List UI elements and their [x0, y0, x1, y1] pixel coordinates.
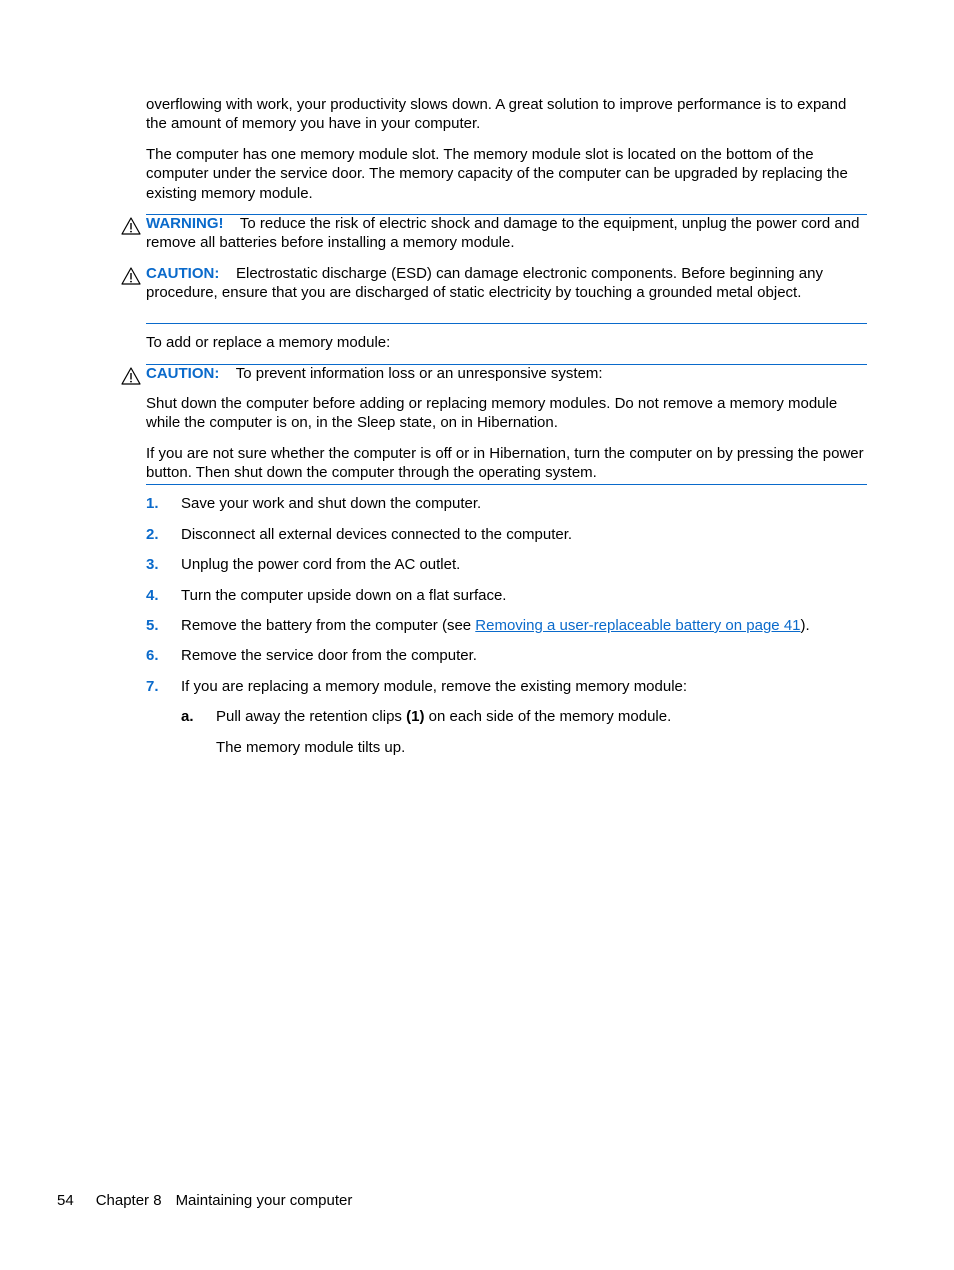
substep-text: Pull away the retention clips [216, 708, 407, 725]
caution-esd-text: Electrostatic discharge (ESD) can damage electronic components. Before beginning any procedure, ensure that you are discharged of static electricity by touching a grounded metal object. [146, 265, 823, 302]
step-number: 2. [146, 526, 159, 543]
battery-page-link[interactable]: Removing a user-replaceable battery on page 41 [475, 617, 801, 634]
warning-label: WARNING! [146, 215, 224, 232]
warning-text: To reduce the risk of electric shock and damage to the equipment, unplug the power cord and remove all batteries before installing a memory module. [146, 215, 860, 252]
step-number: 6. [146, 647, 159, 664]
step-number: 5. [146, 617, 159, 634]
caution-label: CAUTION: [146, 265, 220, 282]
step-text: Disconnect all external devices connected to the computer. [181, 526, 573, 543]
chapter-number: Chapter 8 [95, 1192, 162, 1209]
step-number: 3. [146, 556, 159, 573]
substep-letter: a. [181, 708, 194, 725]
step-text: Save your work and shut down the computer. [181, 495, 482, 512]
caution-label: CAUTION: [146, 365, 220, 382]
caution-esd-notice [117, 264, 868, 324]
caution-info-paragraph-1: Shut down the computer before adding or replacing memory modules. Do not remove a memory module while the computer is on, in the Sleep state, on in Hibernation. [146, 395, 838, 432]
step-3 [146, 555, 868, 575]
warning-triangle-icon [121, 217, 141, 235]
step-1 [146, 494, 868, 514]
step-2 [146, 525, 868, 545]
step-number: 4. [146, 587, 159, 604]
step-text: Unplug the power cord from the AC outlet. [181, 556, 461, 573]
substep-text-end: on each side of the memory module. [424, 708, 672, 725]
step-4 [146, 586, 868, 606]
step-text: Remove the service door from the computer. [181, 647, 477, 664]
page-footer [57, 1191, 352, 1210]
step-number: 1. [146, 495, 159, 512]
step-7 [146, 677, 868, 697]
callout-number: (1) [406, 708, 425, 725]
step-text: If you are replacing a memory module, remove the existing memory module: [181, 678, 688, 695]
substep-a [181, 707, 868, 727]
warning-notice [117, 214, 868, 258]
warning-triangle-icon [121, 267, 141, 285]
memory-slot-paragraph: The computer has one memory module slot. The memory module slot is located on the bottom of the computer under the service door. The memory capacity of the computer can be upgraded by replacing the existing memory module. [146, 146, 848, 202]
procedure-intro: To add or replace a memory module: [146, 334, 391, 351]
caution-info-text: To prevent information loss or an unresponsive system: [235, 365, 603, 382]
step-text: Remove the battery from the computer (see [181, 617, 476, 634]
caution-info-paragraph-2: If you are not sure whether the computer is off or in Hibernation, turn the computer on by pressing the power button. Then shut down the computer through the operating system. [146, 445, 864, 482]
step-text: Turn the computer upside down on a flat surface. [181, 587, 507, 604]
chapter-title: Maintaining your computer [175, 1192, 353, 1209]
caution-esd-bottom-rule [146, 323, 867, 324]
caution-info-bottom-rule [146, 484, 867, 485]
step-text-end: ). [800, 617, 810, 634]
step-5 [146, 616, 868, 636]
step-6 [146, 646, 868, 666]
warning-triangle-icon [121, 367, 141, 385]
caution-info-notice [117, 364, 868, 388]
substep-result: The memory module tilts up. [216, 739, 406, 756]
page-number: 54 [57, 1192, 74, 1209]
intro-paragraph: overflowing with work, your productivity slows down. A great solution to improve performance is to expand the amount of memory you have in your computer. [146, 96, 847, 133]
step-number: 7. [146, 678, 159, 695]
